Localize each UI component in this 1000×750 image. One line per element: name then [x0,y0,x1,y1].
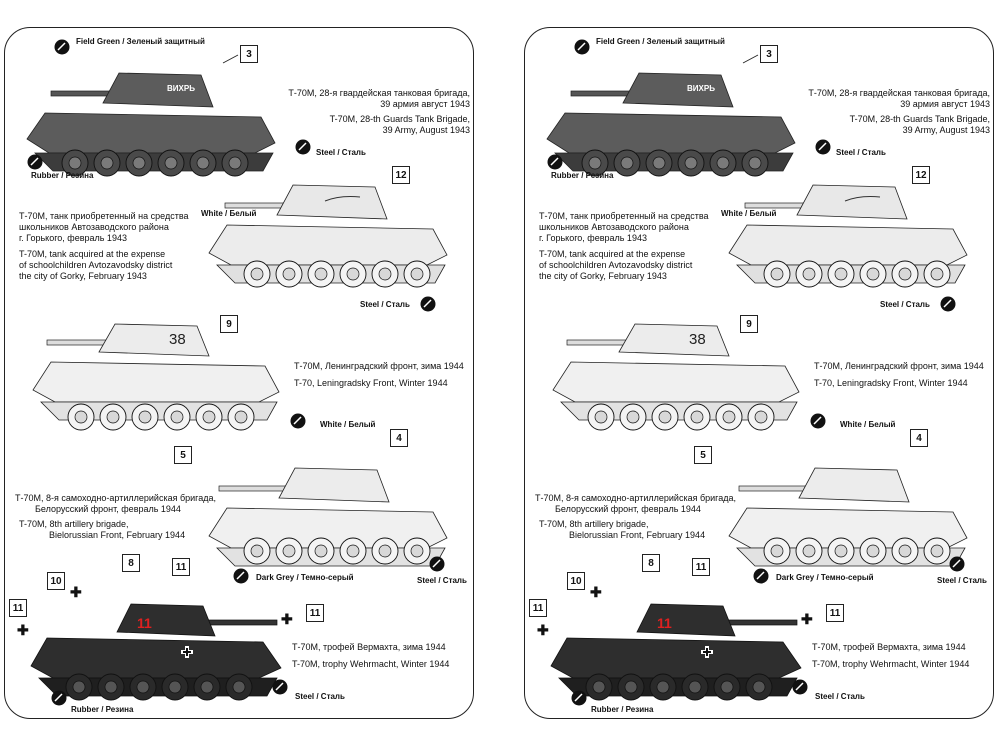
wheel-hub [899,268,911,280]
paint-label-rubber: Rubber / Резина [551,171,614,180]
callout-8: 8 [122,554,140,572]
caption-p3-en-1: T-70, Leningradsky Front, Winter 1944 [294,378,448,388]
paint-swatch-icon [815,139,831,155]
wheel-hub [379,545,391,557]
paint-label-rubber: Rubber / Резина [591,705,654,714]
caption-p2-en-3: the city of Gorky, February 1943 [539,271,667,281]
caption-p1-en-2: 39 Army, August 1943 [382,125,470,135]
callout-11-right: 11 [826,604,844,622]
callout-12: 12 [912,166,930,184]
balkenkreuz-icon: ✚ [801,611,813,627]
paint-swatch-icon [233,568,249,584]
wheel-hub [251,268,263,280]
paint-swatch-icon [27,154,43,170]
wheel-hub [233,681,245,693]
tank-profile-field-green [23,53,283,183]
caption-p2-en-1: T-70M, tank acquired at the expense [539,249,686,259]
paint-swatch-icon [571,690,587,706]
turret-number-red: 11 [657,615,672,631]
caption-p1-ru-2: 39 армия август 1943 [900,99,990,109]
wheel-hub [653,157,665,169]
caption-p2-ru-2: школьников Автозаводского района [19,222,169,232]
wheel-hub [197,157,209,169]
paint-swatch-icon [547,154,563,170]
wheel-hub [171,411,183,423]
turret-number: 38 [169,331,186,348]
balkenkreuz-icon: ✚ [70,584,82,600]
callout-10: 10 [47,572,65,590]
paint-label-rubber: Rubber / Резина [71,705,134,714]
paint-swatch-icon [753,568,769,584]
callout-8: 8 [642,554,660,572]
wheel-hub [165,157,177,169]
wheel-hub [723,411,735,423]
caption-p5-en-1: T-70M, trophy Wehrmacht, Winter 1944 [812,659,970,669]
wheel-hub [867,545,879,557]
profile-sheet-right [524,27,994,719]
callout-4: 4 [910,429,928,447]
wheel-hub [411,268,423,280]
wheel-hub [803,268,815,280]
paint-swatch-icon [51,690,67,706]
caption-p1-ru-1: Т-70М, 28-я гвардейская танковая бригада, [288,88,470,98]
tank-profile-white-artillery [205,450,455,585]
caption-p3-en-1: T-70, Leningradsky Front, Winter 1944 [814,378,968,388]
paint-label-dark-grey: Dark Grey / Темно-серый [256,573,354,582]
wheel-hub [803,545,815,557]
paint-label-steel: Steel / Сталь [836,148,886,157]
wheel-hub [283,268,295,280]
wheel-hub [137,681,149,693]
paint-label-steel: Steel / Сталь [815,692,865,701]
tank-profile-white-school [725,173,975,303]
wheel-hub [835,545,847,557]
wheel-hub [73,681,85,693]
caption-p2-ru-1: Т-70М, танк приобретенный на средства [19,211,189,221]
caption-p1-en-1: T-70M, 28-th Guards Tank Brigade, [329,114,470,124]
wheel-hub [379,268,391,280]
callout-5: 5 [694,446,712,464]
wheel-hub [105,681,117,693]
wheel-hub [133,157,145,169]
paint-label-field-green: Field Green / Зеленый защитный [76,37,205,46]
wheel-hub [717,157,729,169]
wheel-hub [139,411,151,423]
tank-profile-white-artillery [725,450,975,585]
paint-swatch-icon [420,296,436,312]
wheel-hub [347,545,359,557]
paint-swatch-icon [949,556,965,572]
balkenkreuz-icon: ✚ [281,611,293,627]
paint-swatch-icon [792,679,808,695]
caption-p2-en-2: of schoolchildren Avtozavodsky district [539,260,693,270]
callout-9: 9 [220,315,238,333]
wheel-hub [69,157,81,169]
caption-p1-ru-2: 39 армия август 1943 [380,99,470,109]
wheel-hub [659,411,671,423]
wheel-hub [627,411,639,423]
caption-p2-ru-3: г. Горького, февраль 1943 [539,233,647,243]
balkenkreuz-icon: ✚ [17,622,29,638]
wheel-hub [867,268,879,280]
paint-label-white: White / Белый [201,209,257,218]
wheel-hub [595,411,607,423]
wheel-hub [753,681,765,693]
wheel-hub [75,411,87,423]
caption-p2-en-3: the city of Gorky, February 1943 [19,271,147,281]
wheel-hub [721,681,733,693]
wheel-hub [689,681,701,693]
wheel-hub [203,411,215,423]
wheel-hub [625,681,637,693]
paint-label-steel: Steel / Сталь [880,300,930,309]
caption-p3-ru-1: Т-70М, Ленинградский фронт, зима 1944 [814,361,984,371]
tank-profile-field-green [543,53,803,183]
profile-sheet-left [4,27,474,719]
caption-p2-en-2: of schoolchildren Avtozavodsky district [19,260,173,270]
wheel-hub [283,545,295,557]
callout-3: 3 [240,45,258,63]
wheel-hub [755,411,767,423]
paint-swatch-icon [940,296,956,312]
paint-label-steel: Steel / Сталь [295,692,345,701]
callout-12: 12 [392,166,410,184]
wheel-hub [771,545,783,557]
wheel-hub [691,411,703,423]
wheel-hub [931,268,943,280]
wheel-hub [771,268,783,280]
caption-p2-ru-3: г. Горького, февраль 1943 [19,233,127,243]
caption-p1-en-2: 39 Army, August 1943 [902,125,990,135]
wheel-hub [835,268,847,280]
caption-p2-ru-2: школьников Автозаводского района [539,222,689,232]
tank-profile-white-leningrad [29,316,289,436]
wheel-hub [899,545,911,557]
balkenkreuz-icon: ✚ [537,622,549,638]
wheel-hub [101,157,113,169]
wheel-hub [621,157,633,169]
paint-swatch-icon [272,679,288,695]
wheel-hub [347,268,359,280]
paint-label-rubber: Rubber / Резина [31,171,94,180]
caption-p4-en-2: Bielorussian Front, February 1944 [49,530,186,540]
paint-label-steel: Steel / Сталь [417,576,467,585]
wheel-hub [315,545,327,557]
turret-number: 38 [689,331,706,348]
callout-11-right: 11 [306,604,324,622]
balkenkreuz-icon: ✚ [590,584,602,600]
callout-9: 9 [740,315,758,333]
wheel-hub [201,681,213,693]
paint-swatch-icon [429,556,445,572]
paint-label-white: White / Белый [840,420,896,429]
caption-p4-en-2: Bielorussian Front, February 1944 [569,530,706,540]
caption-p1-en-1: T-70M, 28-th Guards Tank Brigade, [849,114,990,124]
paint-label-white: White / Белый [721,209,777,218]
paint-label-steel: Steel / Сталь [937,576,987,585]
paint-label-white: White / Белый [320,420,376,429]
paint-swatch-icon [295,139,311,155]
wheel-hub [593,681,605,693]
paint-label-dark-grey: Dark Grey / Темно-серый [776,573,874,582]
wheel-hub [229,157,241,169]
callout-11: 11 [692,558,710,576]
wheel-hub [315,268,327,280]
caption-p4-ru-2: Белорусский фронт, февраль 1944 [555,504,701,514]
wheel-hub [107,411,119,423]
wheel-hub [411,545,423,557]
caption-p1-ru-1: Т-70М, 28-я гвардейская танковая бригада, [808,88,990,98]
caption-p4-ru-1: Т-70М, 8-я самоходно-артиллерийская бригада, [535,493,736,503]
wheel-hub [931,545,943,557]
caption-p4-ru-2: Белорусский фронт, февраль 1944 [35,504,181,514]
wheel-hub [657,681,669,693]
paint-swatch-icon [810,413,826,429]
callout-10: 10 [567,572,585,590]
wheel-hub [685,157,697,169]
callout-5: 5 [174,446,192,464]
caption-p5-en-1: T-70M, trophy Wehrmacht, Winter 1944 [292,659,450,669]
turret-inscription: ВИХРЬ [167,84,195,93]
paint-label-field-green: Field Green / Зеленый защитный [596,37,725,46]
caption-p4-ru-1: Т-70М, 8-я самоходно-артиллерийская бригада, [15,493,216,503]
caption-p4-en-1: T-70M, 8th artillery brigade, [19,519,129,529]
caption-p2-en-1: T-70M, tank acquired at the expense [19,249,166,259]
callout-4: 4 [390,429,408,447]
wheel-hub [589,157,601,169]
caption-p5-ru-1: Т-70М, трофей Вермахта, зима 1944 [812,642,966,652]
callout-11-left: 11 [529,599,547,617]
paint-label-steel: Steel / Сталь [360,300,410,309]
turret-number-red: 11 [137,615,152,631]
turret-inscription: ВИХРЬ [687,84,715,93]
paint-swatch-icon [290,413,306,429]
paint-label-steel: Steel / Сталь [316,148,366,157]
callout-11: 11 [172,558,190,576]
caption-p5-ru-1: Т-70М, трофей Вермахта, зима 1944 [292,642,446,652]
wheel-hub [251,545,263,557]
wheel-hub [235,411,247,423]
tank-profile-white-school [205,173,455,303]
caption-p2-ru-1: Т-70М, танк приобретенный на средства [539,211,709,221]
caption-p3-ru-1: Т-70М, Ленинградский фронт, зима 1944 [294,361,464,371]
wheel-hub [749,157,761,169]
callout-3: 3 [760,45,778,63]
callout-11-left: 11 [9,599,27,617]
wheel-hub [169,681,181,693]
tank-profile-white-leningrad [549,316,809,436]
caption-p4-en-1: T-70M, 8th artillery brigade, [539,519,649,529]
